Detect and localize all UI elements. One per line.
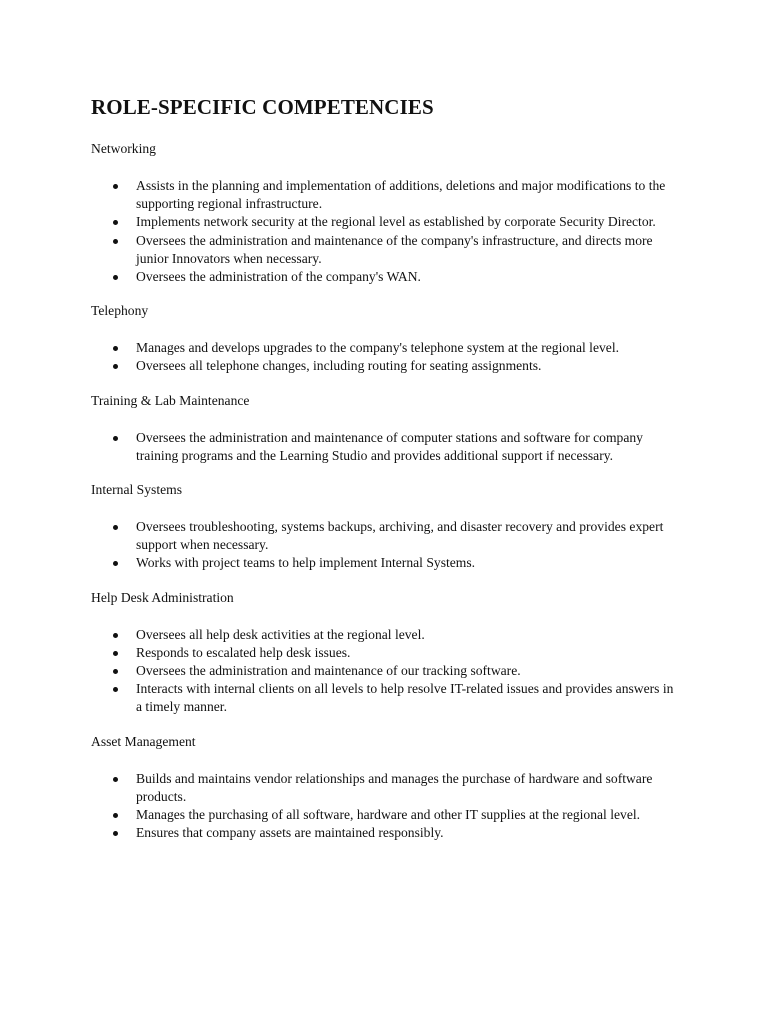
section-heading-telephony: Telephony (91, 303, 149, 319)
list-item (91, 662, 681, 680)
bullet-icon (113, 275, 118, 280)
bullet-icon (113, 633, 118, 638)
bullet-icon (113, 525, 118, 530)
list-item (91, 518, 681, 554)
section-heading-internal-systems: Internal Systems (91, 482, 182, 498)
list-item (91, 339, 681, 357)
bullet-icon (113, 831, 118, 836)
list-item (91, 232, 681, 268)
list-item-text: Oversees the administration and maintenance of the company's infrastructure, and directs more junior Innovators when necessary. (136, 232, 653, 266)
list-item-text: Implements network security at the regional level as established by corporate Security Director. (136, 214, 656, 230)
bullet-icon (113, 184, 118, 189)
bullet-icon (113, 346, 118, 351)
internal-systems-list (91, 518, 691, 573)
list-item (91, 626, 681, 644)
help-desk-list (91, 626, 691, 717)
list-item (91, 806, 681, 824)
list-item-text: Manages the purchasing of all software, hardware and other IT supplies at the regional level. (136, 807, 641, 823)
list-item (91, 429, 681, 465)
bullet-icon (113, 651, 118, 656)
list-item (91, 213, 681, 231)
list-item-text: Interacts with internal clients on all levels to help resolve IT-related issues and provides answers in a timely manner. (136, 681, 674, 715)
list-item (91, 680, 681, 716)
list-item-text: Manages and develops upgrades to the company's telephone system at the regional level. (136, 340, 619, 356)
section-heading-asset-management: Asset Management (91, 733, 196, 749)
list-item-text: Oversees all help desk activities at the regional level. (136, 626, 425, 642)
list-item-text: Builds and maintains vendor relationships and manages the purchase of hardware and software products. (136, 770, 653, 804)
list-item (91, 554, 681, 572)
list-item (91, 177, 681, 213)
list-item (91, 770, 681, 806)
list-item-text: Assists in the planning and implementation of additions, deletions and major modifications to the supporting regional infrastructure. (136, 178, 666, 212)
section-heading-training-lab: Training & Lab Maintenance (91, 392, 250, 408)
list-item-text: Oversees troubleshooting, systems backups, archiving, and disaster recovery and provides expert support when necessary. (136, 519, 664, 553)
bullet-icon (113, 220, 118, 225)
bullet-icon (113, 239, 118, 244)
document-page (91, 92, 691, 858)
list-item (91, 824, 681, 842)
asset-management-list (91, 770, 691, 843)
bullet-icon (113, 561, 118, 566)
bullet-icon (113, 687, 118, 692)
list-item-text: Oversees the administration and maintenance of computer stations and software for company training programs and the Learning Studio and provides additional support if necessary. (136, 429, 643, 463)
networking-list (91, 177, 691, 286)
list-item-text: Oversees the administration and maintenance of our tracking software. (136, 663, 521, 679)
bullet-icon (113, 777, 118, 782)
bullet-icon (113, 813, 118, 818)
section-heading-help-desk: Help Desk Administration (91, 589, 234, 605)
section-heading-networking: Networking (91, 141, 156, 156)
list-item (91, 268, 681, 286)
list-item-text: Responds to escalated help desk issues. (136, 644, 351, 660)
list-item (91, 357, 681, 375)
list-item-text: Oversees all telephone changes, including routing for seating assignments. (136, 358, 542, 374)
training-lab-list (91, 429, 691, 465)
telephony-list (91, 339, 691, 375)
list-item-text: Works with project teams to help implement Internal Systems. (136, 555, 476, 571)
list-item (91, 644, 681, 662)
bullet-icon (113, 436, 118, 441)
bullet-icon (113, 364, 118, 369)
list-item-text: Ensures that company assets are maintained responsibly. (136, 825, 444, 841)
bullet-icon (113, 669, 118, 674)
list-item-text: Oversees the administration of the company's WAN. (136, 269, 421, 285)
page-title: ROLE-SPECIFIC COMPETENCIES (91, 95, 434, 119)
